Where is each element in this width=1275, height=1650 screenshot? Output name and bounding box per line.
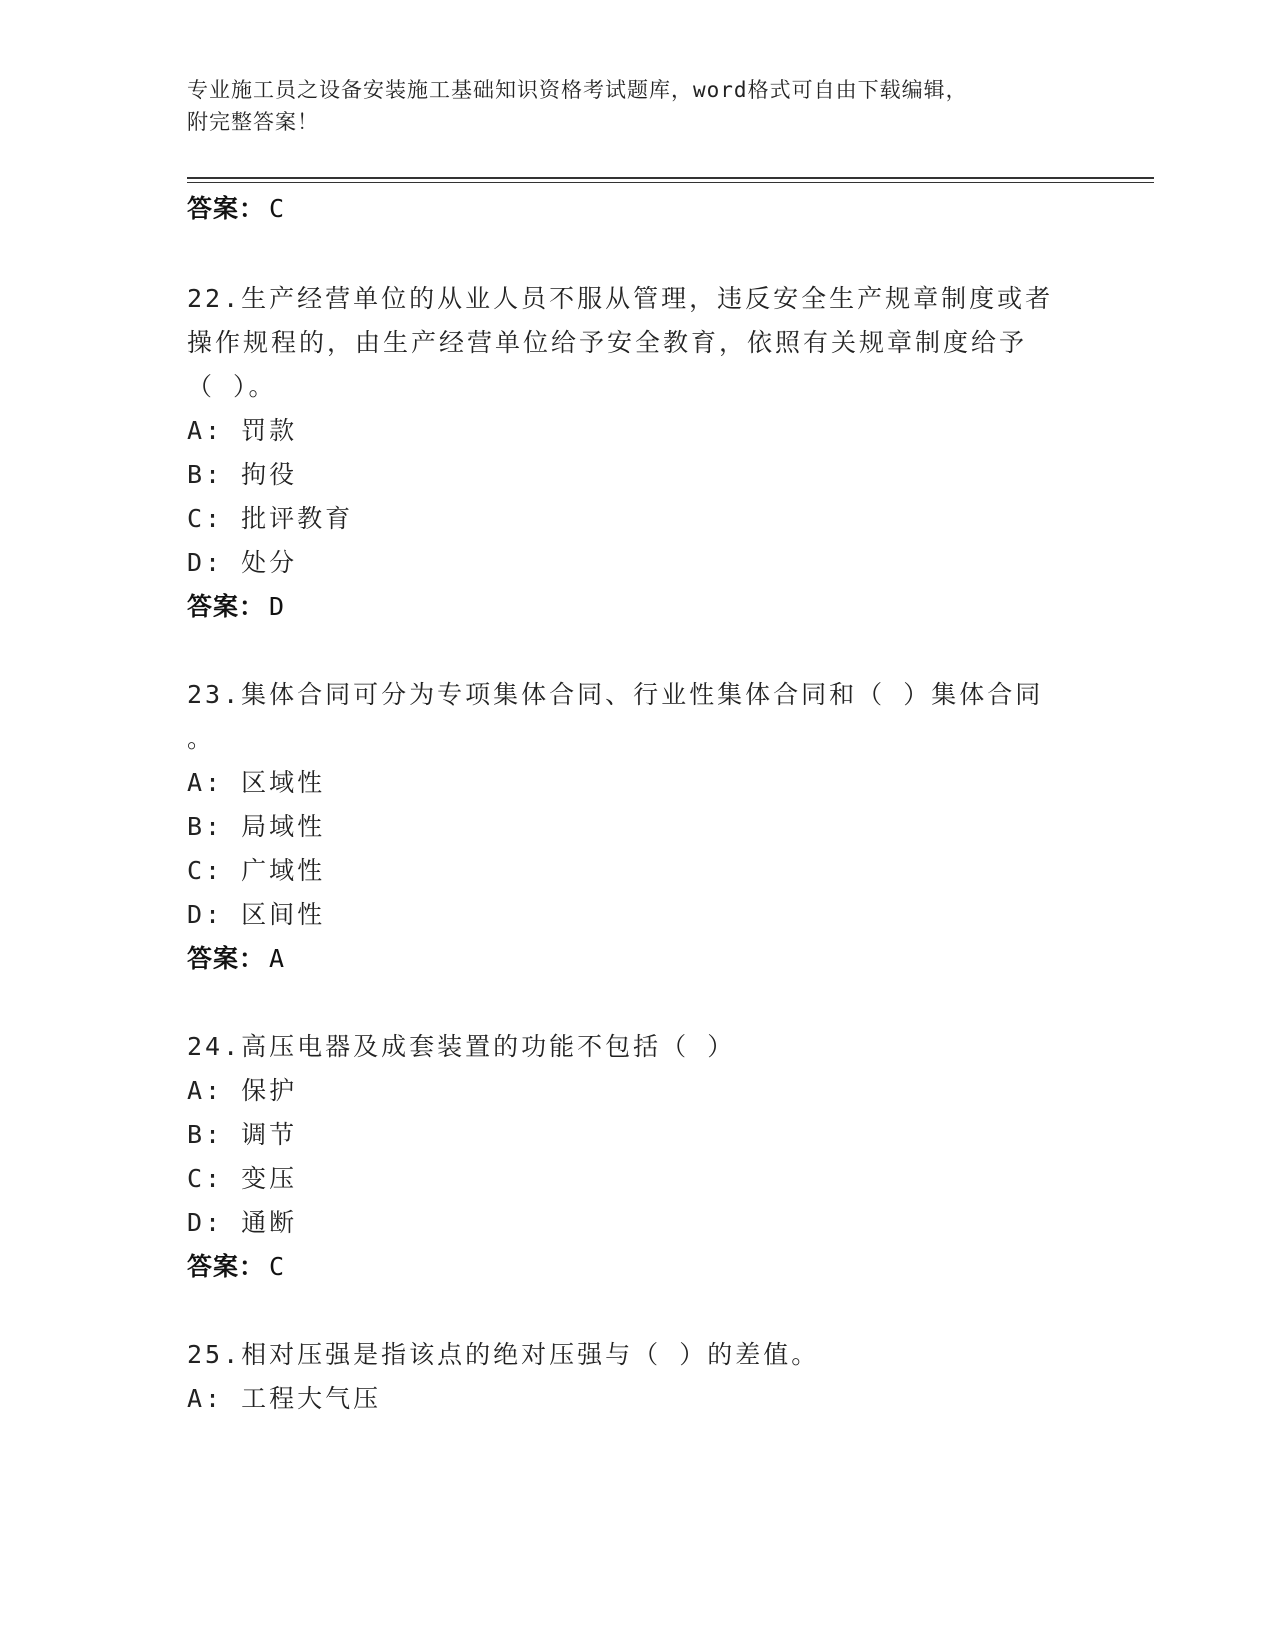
option-c: C: 广域性 bbox=[187, 856, 326, 885]
option-d: D: 处分 bbox=[187, 548, 298, 577]
option-b: B: 拘役 bbox=[187, 460, 298, 489]
option-a: A: 保护 bbox=[187, 1076, 298, 1105]
question-stem-line: 操作规程的，由生产经营单位给予安全教育，依照有关规章制度给予 bbox=[187, 328, 1028, 357]
question-stem-line: 25.相对压强是指该点的绝对压强与（ ）的差值。 bbox=[187, 1340, 820, 1369]
option-d: D: 区间性 bbox=[187, 900, 326, 929]
answer-value: C bbox=[269, 1252, 286, 1281]
option-b: B: 调节 bbox=[187, 1120, 298, 1149]
answer-label: 答案： bbox=[187, 194, 266, 223]
answer-value: C bbox=[269, 194, 286, 223]
answer-q23 bbox=[187, 942, 285, 976]
option-c: C: 变压 bbox=[187, 1164, 298, 1193]
answer-label: 答案： bbox=[187, 592, 266, 621]
answer-q21 bbox=[187, 192, 285, 226]
answer-value: A bbox=[269, 944, 286, 973]
header-rule-thin bbox=[187, 182, 1154, 183]
question-stem-line: 23.集体合同可分为专项集体合同、行业性集体合同和（ ）集体合同 bbox=[187, 680, 1044, 709]
option-a: A: 区域性 bbox=[187, 768, 326, 797]
answer-q24 bbox=[187, 1250, 285, 1284]
answer-label: 答案： bbox=[187, 944, 266, 973]
option-a: A: 工程大气压 bbox=[187, 1384, 382, 1413]
option-b: B: 局域性 bbox=[187, 812, 326, 841]
answer-value: D bbox=[269, 592, 286, 621]
option-a: A: 罚款 bbox=[187, 416, 298, 445]
header-line-1: 专业施工员之设备安装施工基础知识资格考试题库，word格式可自由下载编辑， bbox=[187, 78, 968, 102]
header-line-2: 附完整答案！ bbox=[187, 110, 319, 134]
question-stem-line: （ ）。 bbox=[187, 372, 277, 401]
option-d: D: 通断 bbox=[187, 1208, 298, 1237]
document-header bbox=[187, 74, 1087, 138]
answer-q22 bbox=[187, 590, 285, 624]
question-stem-line: 24.高压电器及成套装置的功能不包括（ ） bbox=[187, 1032, 736, 1061]
option-c: C: 批评教育 bbox=[187, 504, 354, 533]
answer-label: 答案： bbox=[187, 1252, 266, 1281]
header-rule-thick bbox=[187, 177, 1154, 179]
question-stem-line: 。 bbox=[187, 724, 216, 753]
question-stem-line: 22.生产经营单位的从业人员不服从管理，违反安全生产规章制度或者 bbox=[187, 284, 1054, 313]
